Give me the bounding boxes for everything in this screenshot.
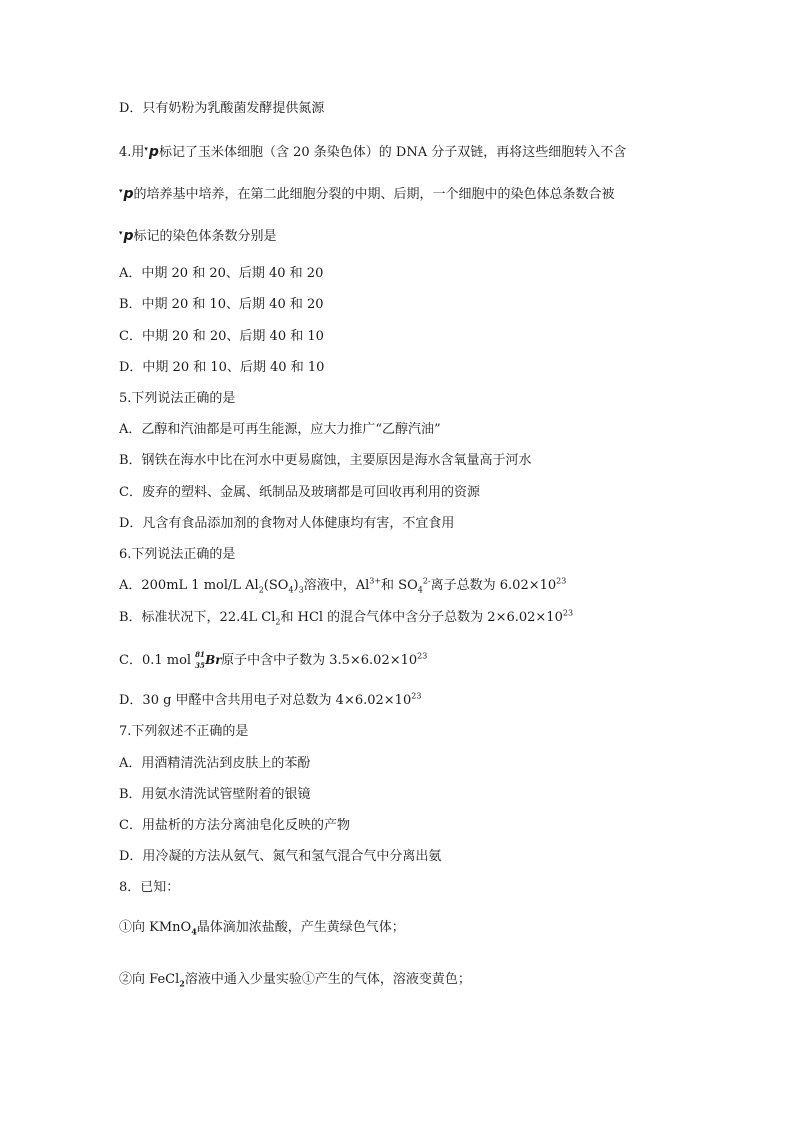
q4-option-c: C．中期 20 和 20、后期 40 和 10 xyxy=(119,329,324,344)
q6-option-b: B．标准状况下，22.4L $Cl_2$和 HCl 的混合气体中含分子总数为 $2\times 6.02\times 10^{23}$ xyxy=(119,608,574,627)
q7-option-b: B．用氨水清洗试管壁附着的银镜 xyxy=(119,787,311,802)
q8-item-2: ②向 FeCl$_2$溶液中通入少量实验①产生的气体，溶液变黄色； xyxy=(119,972,471,989)
q6-option-c: C．0.1 mol 81 35 Br 原子中含中子数为 $3.5\times 6.02\times 10^{23}$ xyxy=(119,650,428,670)
q5-option-a: A．乙醇和汽油都是可再生能源，应大力推广“乙醇汽油” xyxy=(119,422,441,437)
q6-option-a: A．200mL 1 mol/L $Al_2(SO_4)_3$溶液中，$Al^{3+}$和 $SO_4^{2-}$离子总数为 $6.02\times 10^{23}$ xyxy=(119,576,567,595)
isotope-p32-icon: ▾p xyxy=(119,186,134,202)
q5-option-b: B．钢铁在海水中比在河水中更易腐蚀，主要原因是海水含氧量高于河水 xyxy=(119,453,532,468)
q7-option-d: D．用冷凝的方法从氨气、氮气和氢气混合气中分离出氨 xyxy=(119,849,442,864)
q6-option-d: D．30 g 甲醛中含共用电子对总数为 $4\times 6.02\times 10^{23}$ xyxy=(119,691,422,708)
q7-stem: 7.下列叙述不正确的是 xyxy=(119,724,249,739)
q4-option-d: D．中期 20 和 10、后期 40 和 10 xyxy=(119,360,325,375)
q4-stem-line-2: ▾p的培养基中培养，在第二此细胞分裂的中期、后期，一个细胞中的染色体总条数合被 xyxy=(119,186,615,202)
q5-option-d: D．凡含有食品添加剂的食物对人体健康均有害，不宜食用 xyxy=(119,516,455,531)
isotope-p32-icon: ▾p xyxy=(144,144,159,160)
isotope-p32-icon: ▾p xyxy=(119,228,134,244)
q7-option-a: A．用酒精清洗沾到皮肤上的苯酚 xyxy=(119,756,311,771)
q6-stem: 6.下列说法正确的是 xyxy=(119,547,236,562)
q4-option-b: B．中期 20 和 10、后期 40 和 20 xyxy=(119,297,324,312)
q8-item-1: ①向 KMnO$_4$晶体滴加浓盐酸，产生黄绿色气体； xyxy=(119,920,405,937)
q5-option-c: C．废弃的塑料、金属、纸制品及玻璃都是可回收再利用的资源 xyxy=(119,485,480,500)
q3-option-d: D．只有奶粉为乳酸菌发酵提供氮源 xyxy=(119,101,325,116)
q4-stem-line-3: ▾p标记的染色体条数分别是 xyxy=(119,228,277,244)
q5-stem: 5.下列说法正确的是 xyxy=(119,391,236,406)
q8-stem: 8．已知： xyxy=(119,880,180,895)
bromine-isotope-icon: 81 35 Br xyxy=(195,650,222,670)
q7-option-c: C．用盐析的方法分离油皂化反映的产物 xyxy=(119,818,350,833)
q4-stem-line-1: 4.用▾p标记了玉米体细胞（含 20 条染色体）的 DNA 分子双链，再将这些细胞转入不含 xyxy=(119,144,627,160)
q4-option-a: A．中期 20 和 20、后期 40 和 20 xyxy=(119,266,324,281)
